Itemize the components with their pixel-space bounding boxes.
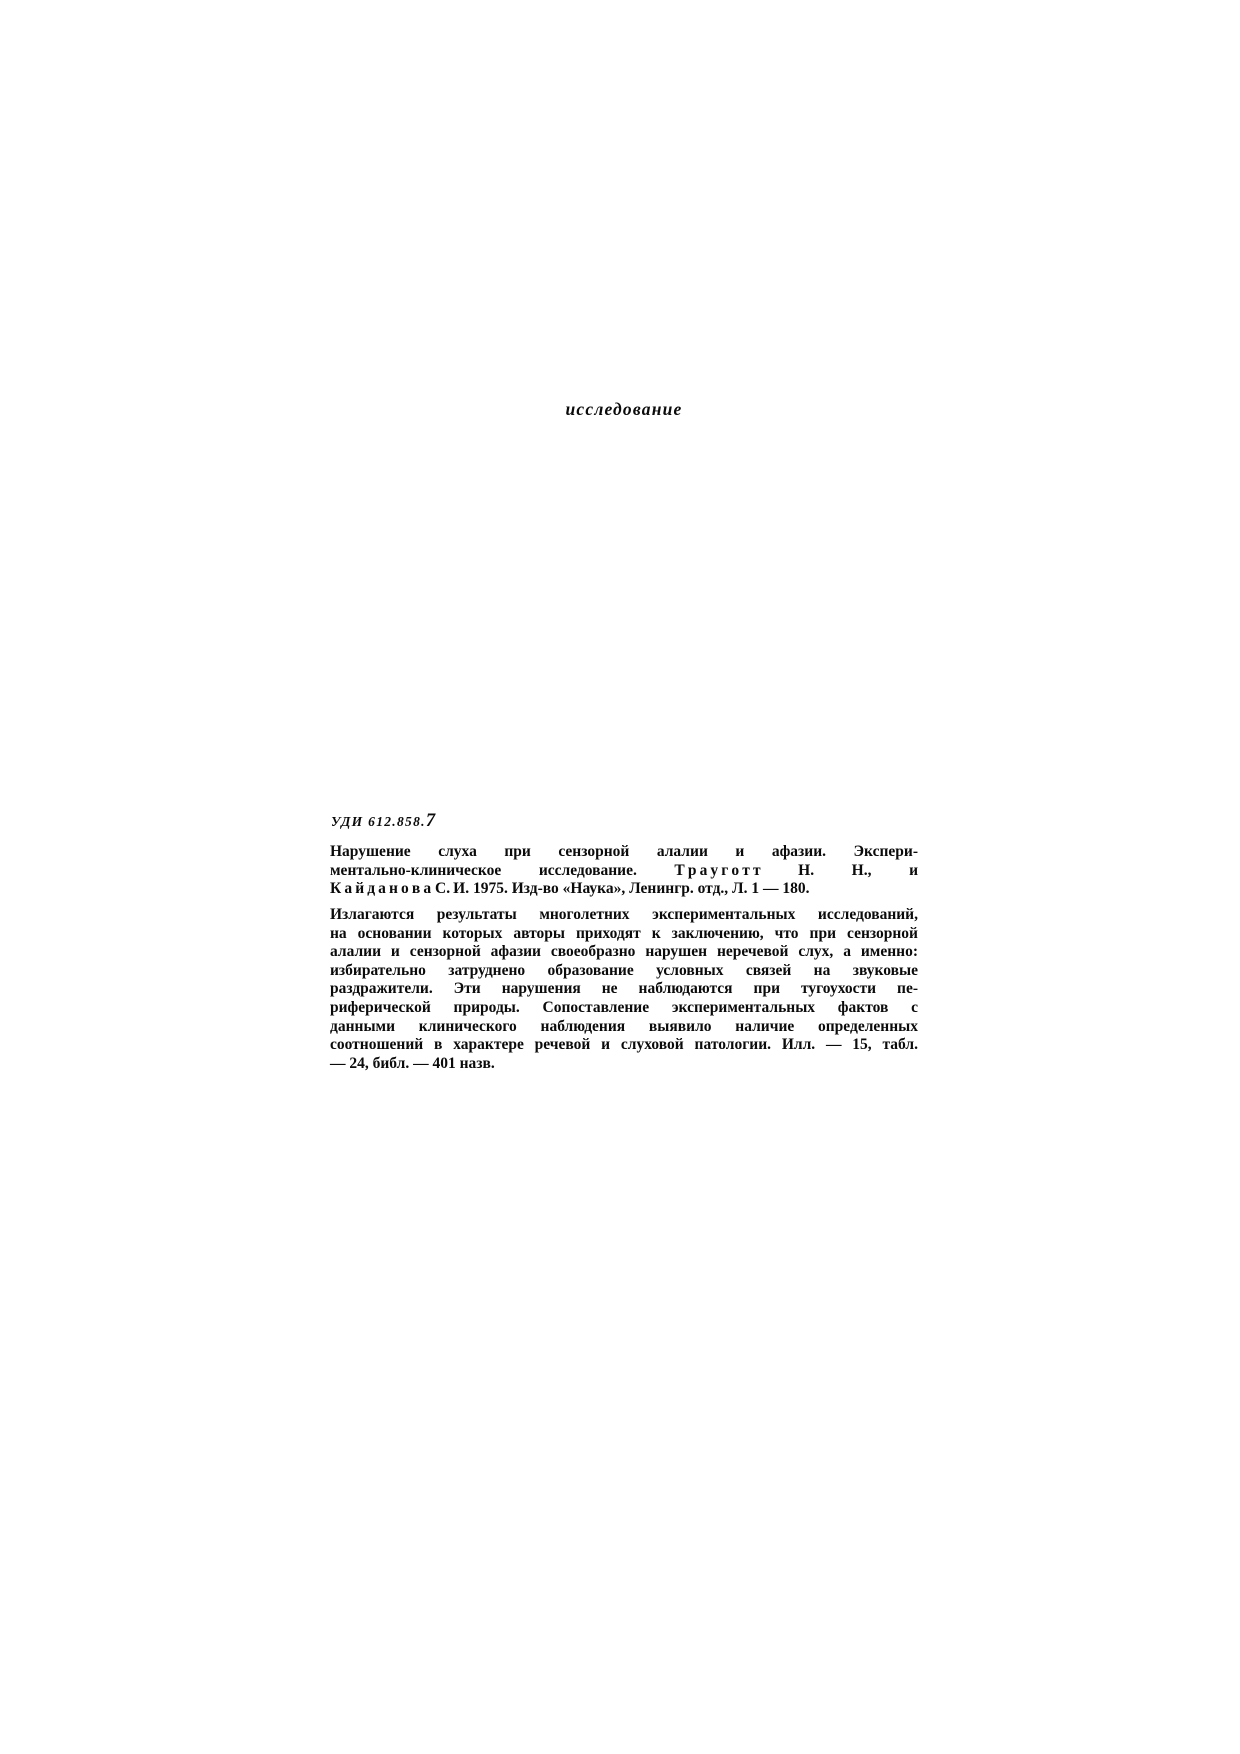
udc-prefix: УДИ 612.858.	[331, 814, 426, 829]
citation-paragraph	[330, 843, 918, 899]
text-line: ментально-клиническое исследование. Т р а у г о т т Н. Н., и	[330, 861, 918, 879]
udc-classification-line	[331, 811, 435, 832]
text-line: риферической природы. Сопоставление экспериментальных фактов с	[330, 998, 918, 1016]
text-line: избирательно затруднено образование условных связей на звуковые	[330, 961, 918, 979]
text-line: данными клинического наблюдения выявило наличие определенных	[330, 1017, 918, 1035]
text-line: соотношений в характере речевой и слуховой патологии. Илл. — 15, табл.	[330, 1036, 918, 1054]
text-line: раздражители. Эти нарушения не наблюдаются при тугоухости пе-	[330, 980, 918, 998]
running-title-fragment: исследование	[565, 399, 683, 419]
abstract-paragraph	[330, 906, 918, 1073]
text-line: алалии и сензорной афазии своеобразно нарушен неречевой слух, а именно:	[330, 943, 918, 961]
text-line: Излагаются результаты многолетних экспериментальных исследований,	[330, 906, 918, 923]
text-line: — 24, библ. — 401 назв.	[330, 1054, 495, 1072]
text-line: Нарушение слуха при сензорной алалии и афазии. Экспери-	[330, 843, 918, 860]
text-line: на основании которых авторы приходят к заключению, что при сензорной	[330, 924, 918, 942]
udc-number: 7	[425, 811, 436, 831]
text-line: К а й д а н о в а С. И. 1975. Изд-во «Наука», Ленингр. отд., Л. 1 — 180.	[330, 880, 810, 898]
